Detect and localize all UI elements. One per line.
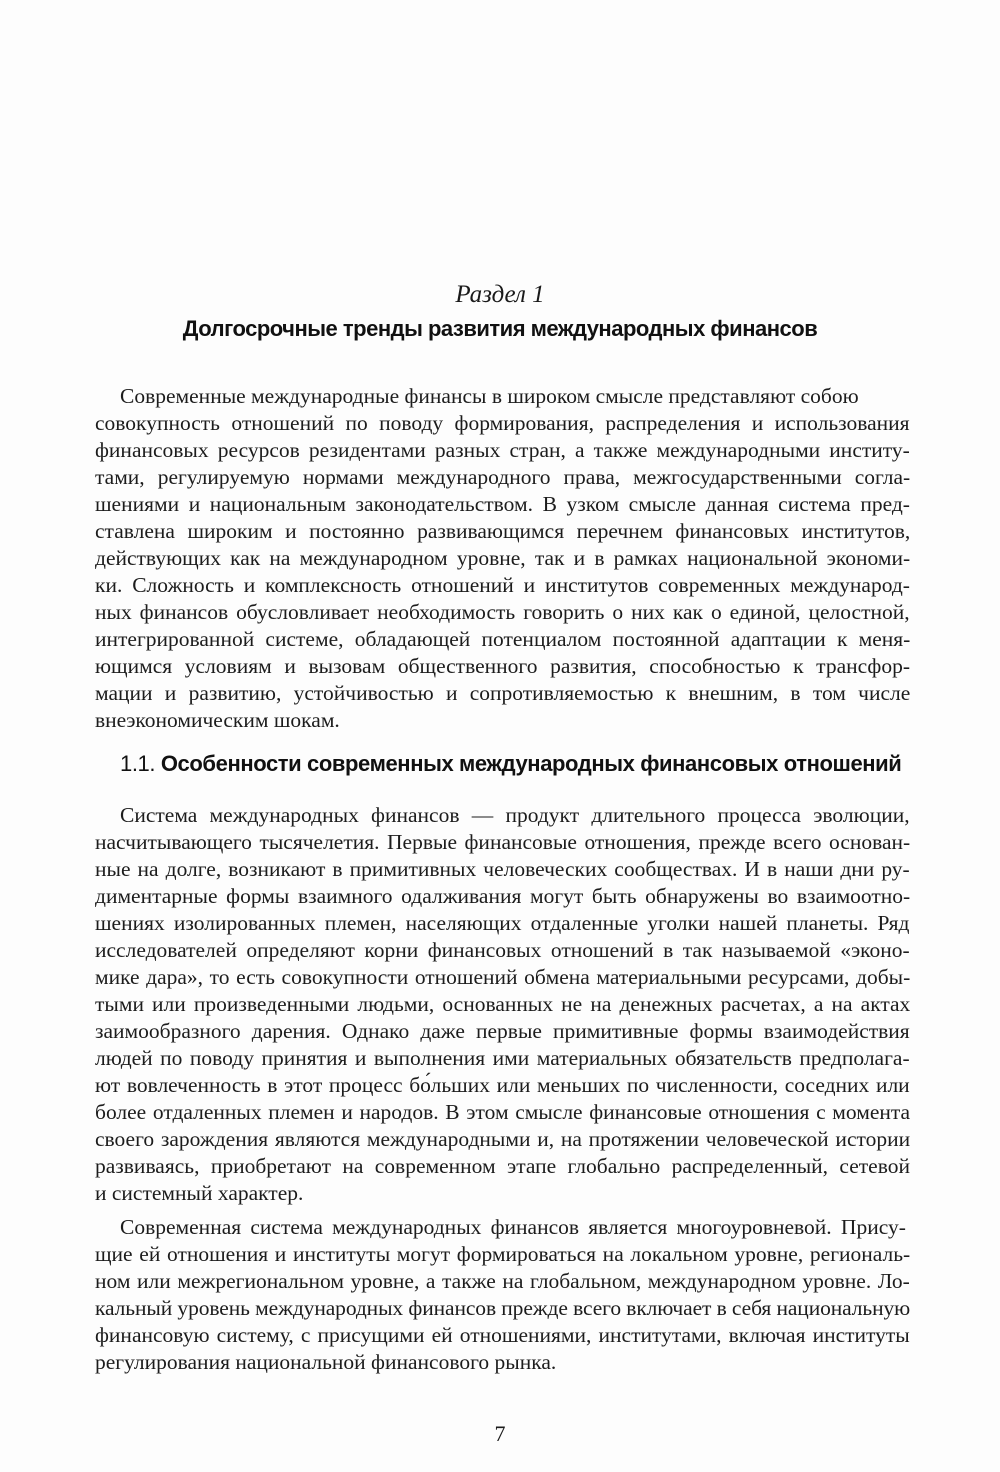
text-line: и системный характер.: [95, 1181, 304, 1205]
text-line: ставлена широким и постоянно развивающимся перечнем финансовых институтов,: [95, 519, 911, 543]
text-line: финансовых ресурсов резидентами разных стран, а также международными институ-: [95, 438, 910, 462]
text-line: Система международных финансов — продукт длительного процесса эволюции,: [120, 803, 910, 827]
subsection-number: 1.1.: [120, 751, 156, 776]
text-line: ки. Сложность и комплексность отношений и институтов современных международ-: [95, 573, 910, 597]
text-line: исследователей определяют корни финансовых отношений в так называемой «эконо-: [95, 938, 910, 962]
text-line: щие ей отношения и институты могут формироваться на локальном уровне, региональ-: [95, 1242, 911, 1266]
text-line: интегрированной системе, обладающей потенциалом постоянной адаптации к меня-: [95, 627, 911, 651]
text-line: мации и развитию, устойчивостью и сопротивляемостью к внешним, в том числе: [95, 681, 911, 705]
text-line: мике дара», то есть совокупности отношений обмена материальными ресурсами, добы-: [95, 965, 911, 989]
text-line: ют вовлеченность в этот процесс бо́льших или меньших по численности, соседних или: [95, 1073, 910, 1097]
text-line: ные на долге, возникают в примитивных человеческих сообществах. И в наши дни ру-: [95, 857, 910, 881]
text-line: ющимся условиям и вызовам общественного развития, способностью к трансфор-: [95, 654, 911, 678]
text-line: людей по поводу принятия и выполнения ими материальных обязательств предполага-: [95, 1046, 910, 1070]
text-line: кальный уровень международных финансов прежде всего включает в себя национальную: [95, 1296, 911, 1320]
text-line: регулирования национальной финансового рынка.: [95, 1350, 557, 1374]
text-line: внеэкономическим шокам.: [95, 708, 340, 732]
text-line: совокупность отношений по поводу формирования, распределения и использования: [95, 411, 910, 435]
text-line: более отдаленных племен и народов. В этом смысле финансовые отношения с момента: [95, 1100, 911, 1124]
page-number: 7: [494, 1421, 506, 1446]
subsection-heading: [120, 751, 901, 777]
text-line: развиваясь, приобретают на современном этапе глобально распределенный, сетевой: [95, 1154, 910, 1178]
text-line: Современные международные финансы в широком смысле представляют собою: [120, 384, 859, 408]
subsection-title: Особенности современных международных финансовых отношений: [160, 751, 902, 776]
text-line: своего зарождения являются международными и, на протяжении человеческой истории: [95, 1127, 911, 1151]
text-line: шениях изолированных племен, населяющих отдаленные уголки нашей планеты. Ряд: [95, 911, 910, 935]
text-line: насчитывающего тысячелетия. Первые финансовые отношения, прежде всего основан-: [95, 830, 911, 854]
text-line: диментарные формы взаимного одалживания могут быть обнаружены во взаимоотно-: [95, 884, 911, 908]
text-line: действующих как на международном уровне, так и в рамках национальной экономи-: [95, 546, 911, 570]
text-line: заимообразного дарения. Однако даже первые примитивные формы взаимодействия: [95, 1019, 910, 1043]
text-line: тами, регулируемую нормами международного права, межгосударственными согла-: [95, 465, 911, 489]
text-line: ных финансов обусловливает необходимость говорить о них как о единой, целостной,: [95, 600, 910, 624]
section-title: Долгосрочные тренды развития международных финансов: [182, 316, 818, 341]
text-line: тыми или произведенными людьми, основанных не на денежных расчетах, а на актах: [95, 992, 911, 1016]
text-line: ном или межрегиональном уровне, а также на глобальном, международном уровне. Ло-: [95, 1269, 910, 1293]
text-line: Современная система международных финансов является многоуровневой. Прису-: [120, 1215, 906, 1239]
text-line: финансовую систему, с присущими ей отношениями, институтами, включая институты: [95, 1323, 910, 1347]
section-label: Раздел 1: [455, 281, 545, 308]
text-line: шениями и национальным законодательством. В узком смысле данная система пред-: [95, 492, 910, 516]
